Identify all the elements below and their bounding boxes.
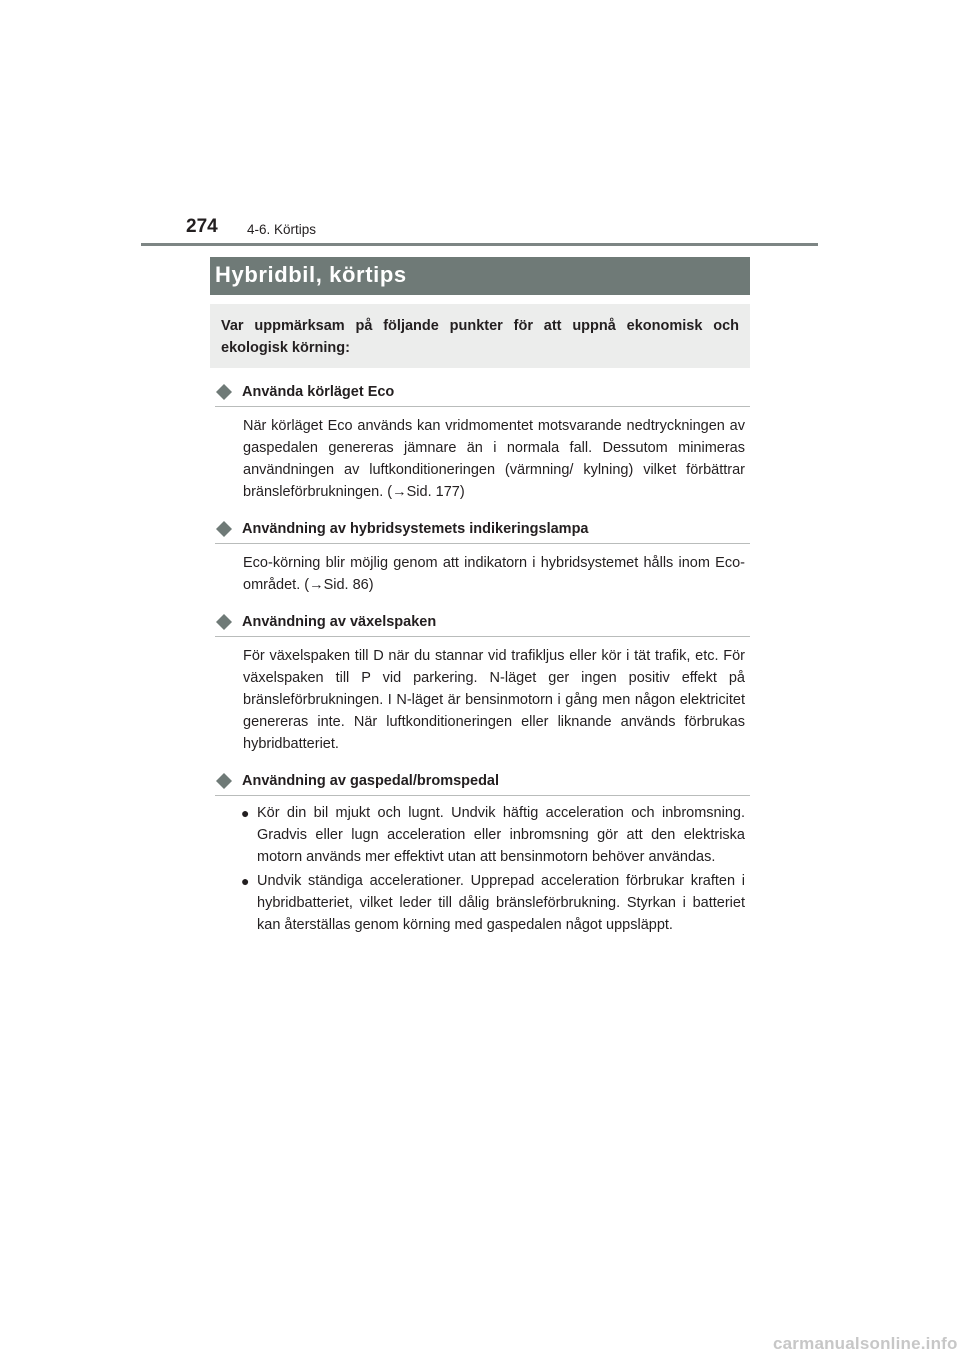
section-heading bbox=[215, 517, 750, 544]
content bbox=[215, 380, 750, 950]
section-heading bbox=[215, 610, 750, 637]
bullet-icon: ● bbox=[241, 805, 250, 821]
list-item-text: Undvik ständiga accelerationer. Upprepad acceleration förbrukar kraften i hybridbatteriet, vilket leder till dålig bränsleförbrukning. Styrkan i batteriet kan återställas genom körning med gaspedalen något uppsläppt. bbox=[257, 873, 745, 933]
section-eco-mode bbox=[215, 380, 750, 503]
list-item-text: Kör din bil mjukt och lugnt. Undvik häftig acceleration och inbromsning. Gradvis eller lugn acceleration eller inbromsning gör att den elektriska motorn används mer effektivt utan att bensinmotorn behöver användas. bbox=[257, 805, 745, 865]
section-indicator-lamp bbox=[215, 517, 750, 596]
section-text: När körläget Eco används kan vridmomentet motsvarande nedtryckningen av gaspedalen genereras jämnare än i normala fall. Dessutom minimeras användningen av luftkonditioneringen (värmning/ kylning) vilket förbättrar bränsleförbrukningen. (→Sid. 177) bbox=[243, 418, 745, 500]
diamond-icon bbox=[215, 612, 237, 632]
section-title: Användning av gaspedal/bromspedal bbox=[242, 772, 500, 789]
watermark: carmanualsonline.info bbox=[773, 1334, 958, 1353]
section-text: För växelspaken till D när du stannar vid trafikljus eller kör i tät trafik, etc. För växelspaken till P vid parkering. N-läget ger ingen positiv effekt på bränsleförbrukningen. I N-läget är bensinmotorn i gång men någon elektricitet genereras inte. När luftkonditioneringen eller liknande används förbrukas hybridbatteriet. bbox=[243, 648, 745, 752]
diamond-icon bbox=[215, 382, 237, 402]
section-heading bbox=[215, 380, 750, 407]
section-title: Använda körläget Eco bbox=[242, 383, 395, 400]
section-pedals bbox=[215, 769, 750, 936]
page-title: Hybridbil, körtips bbox=[210, 257, 750, 295]
section-text: Eco-körning blir möjlig genom att indikatorn i hybridsystemet hålls inom Eco-området. (→Sid. 86) bbox=[243, 555, 745, 593]
section-title: Användning av växelspaken bbox=[242, 613, 437, 630]
page-number: 274 bbox=[186, 216, 218, 237]
section-heading bbox=[215, 769, 750, 796]
diamond-icon bbox=[215, 519, 237, 539]
bullet-icon: ● bbox=[241, 873, 250, 889]
diamond-icon bbox=[215, 771, 237, 791]
intro-text: Var uppmärksam på följande punkter för att uppnå ekonomisk och ekologisk körning: bbox=[210, 304, 750, 368]
section-gear-lever bbox=[215, 610, 750, 755]
list-item bbox=[241, 870, 745, 936]
header-rule bbox=[141, 243, 818, 246]
bullet-list bbox=[241, 802, 745, 936]
section-label: 4-6. Körtips bbox=[247, 222, 317, 237]
section-title: Användning av hybridsystemets indikeringslampa bbox=[242, 520, 589, 537]
list-item bbox=[241, 802, 745, 868]
